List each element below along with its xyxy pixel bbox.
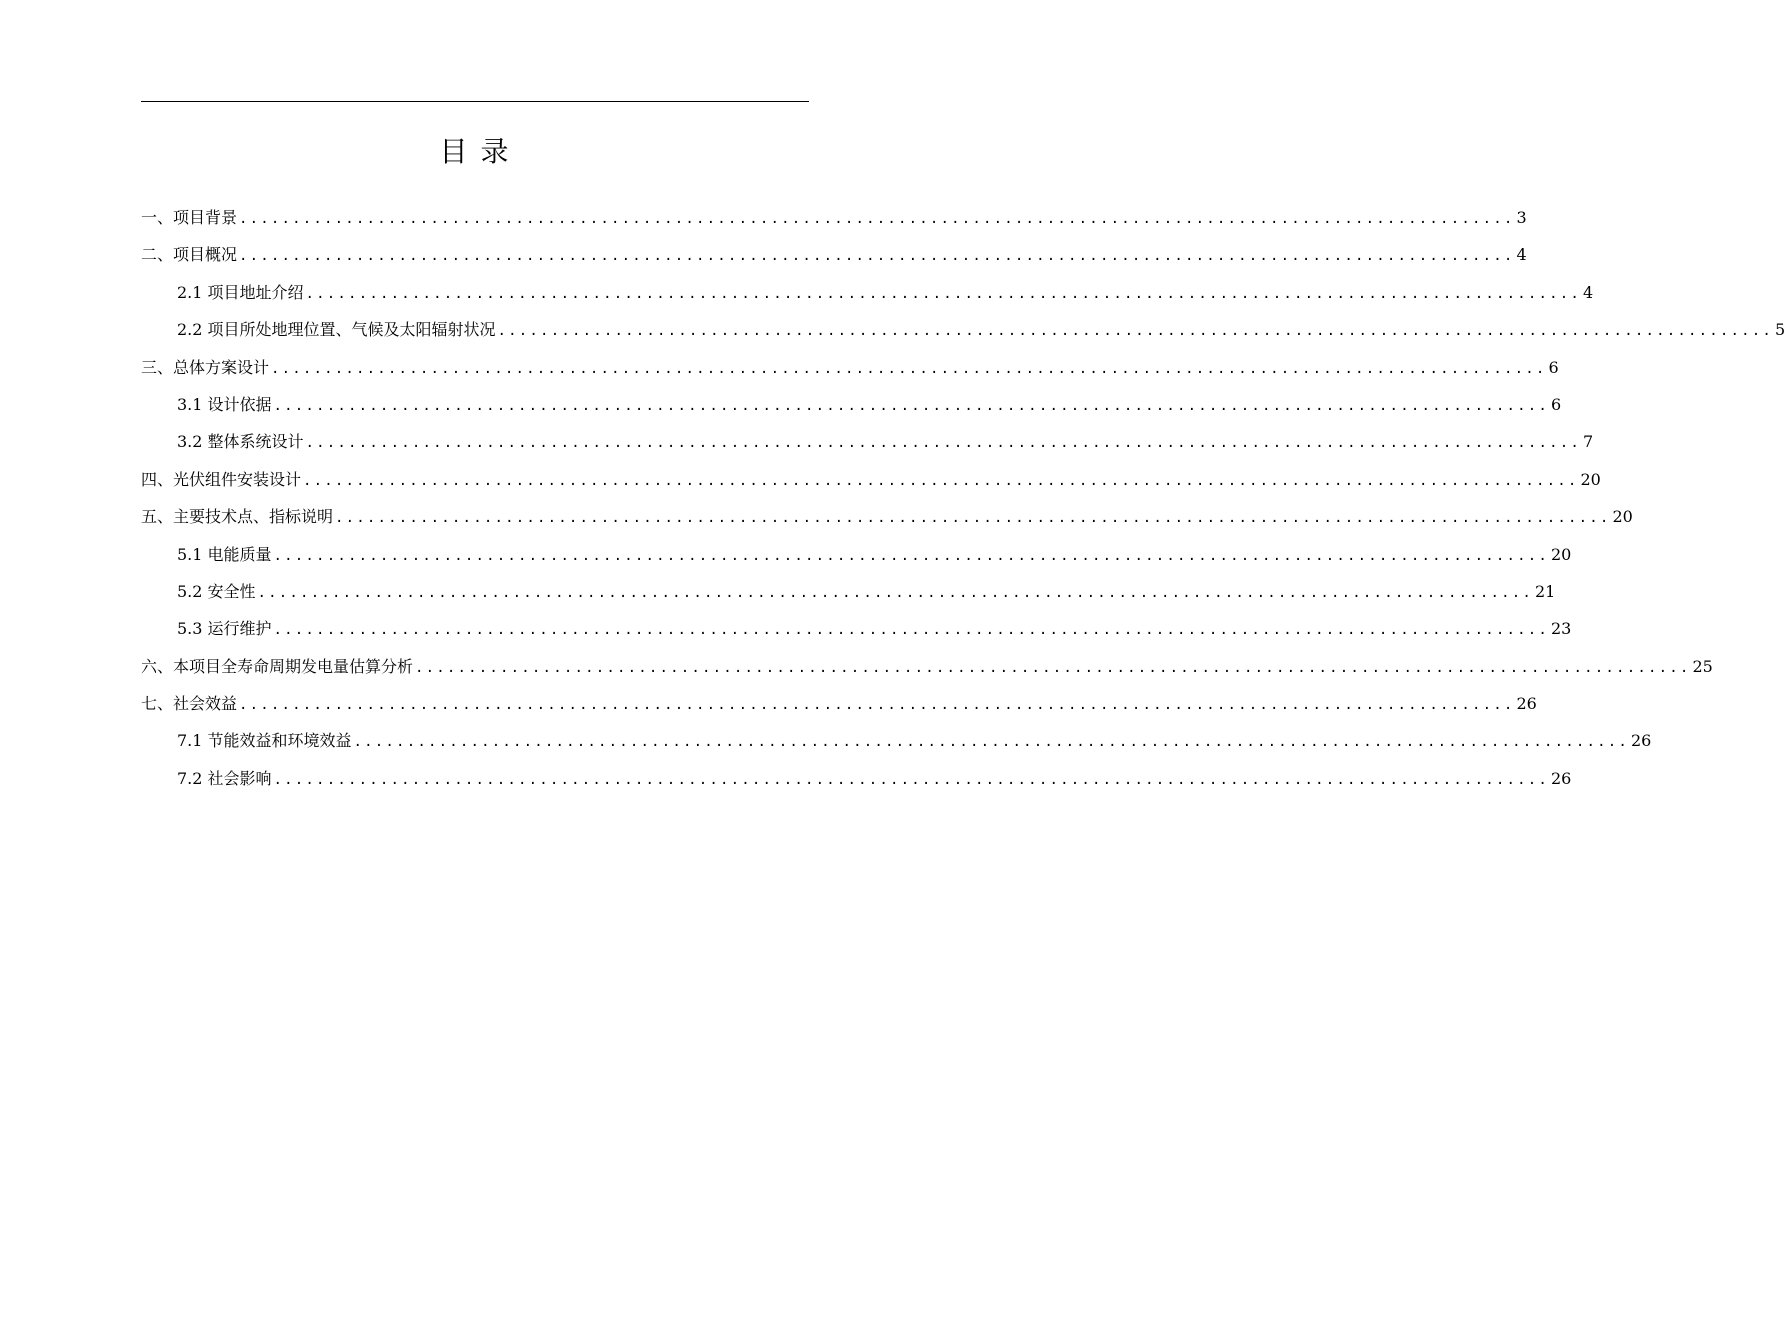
toc-dot-leader: ........................................................................................................................: [305, 285, 1581, 302]
toc-entry-page-number: 7: [1583, 432, 1594, 452]
toc-dot-leader: ........................................................................................................................: [257, 584, 1533, 601]
toc-entry[interactable]: [141, 536, 1572, 573]
toc-entry-page-number: 25: [1692, 656, 1713, 676]
toc-entry-label: 五、主要技术点、指标说明: [141, 507, 334, 527]
header-rule: [141, 101, 809, 102]
toc-entry-label: 2.1 项目地址介绍: [177, 282, 304, 302]
toc-dot-leader: ........................................................................................................................: [239, 697, 1515, 714]
toc-dot-leader: ........................................................................................................................: [415, 659, 1691, 676]
toc-dot-leader: ........................................................................................................................: [273, 547, 1549, 564]
toc-entry-page-number: 26: [1631, 731, 1652, 751]
toc-entry[interactable]: [141, 274, 1594, 311]
toc-dot-leader: ........................................................................................................................: [239, 211, 1515, 227]
toc-dot-leader: ........................................................................................................................: [353, 734, 1629, 751]
toc-entry-label: 七、社会效益: [141, 694, 238, 714]
toc-entry-page-number: 26: [1516, 694, 1537, 714]
toc-dot-leader: ........................................................................................................................: [273, 771, 1549, 788]
toc-entry-page-number: 20: [1612, 507, 1633, 527]
toc-entry-label: 7.2 社会影响: [177, 768, 272, 788]
toc-dot-leader: ........................................................................................................................: [273, 397, 1549, 414]
toc-entry[interactable]: [141, 236, 1527, 273]
table-of-contents: [141, 199, 1785, 797]
toc-entry-page-number: 20: [1551, 544, 1572, 564]
toc-dot-leader: ........................................................................................................................: [239, 248, 1515, 265]
toc-entry[interactable]: [141, 498, 1633, 535]
toc-entry-label: 四、光伏组件安装设计: [141, 469, 302, 489]
toc-entry[interactable]: [141, 199, 1527, 236]
toc-entry-label: 3.2 整体系统设计: [177, 432, 304, 452]
toc-dot-leader: ........................................................................................................................: [303, 472, 1579, 489]
toc-entry-page-number: 6: [1551, 394, 1562, 414]
toc-entry-label: 7.1 节能效益和环境效益: [177, 731, 352, 751]
page-title: 目 录: [439, 135, 511, 168]
toc-dot-leader: ........................................................................................................................: [305, 435, 1581, 452]
toc-entry-label: 5.2 安全性: [177, 581, 256, 601]
toc-entry[interactable]: [141, 461, 1601, 498]
toc-dot-leader: ........................................................................................................................: [271, 360, 1547, 377]
toc-entry-page-number: 4: [1583, 282, 1594, 302]
toc-dot-leader: ........................................................................................................................: [273, 622, 1549, 639]
toc-entry[interactable]: [141, 349, 1559, 386]
toc-entry-page-number: 23: [1551, 619, 1572, 639]
toc-entry-label: 5.3 运行维护: [177, 619, 272, 639]
toc-entry-page-number: 3: [1516, 208, 1527, 227]
toc-entry-label: 六、本项目全寿命周期发电量估算分析: [141, 656, 414, 676]
toc-entry-label: 一、项目背景: [141, 208, 238, 227]
toc-entry-label: 二、项目概况: [141, 245, 238, 265]
toc-entry[interactable]: [141, 386, 1562, 423]
toc-entry-page-number: 26: [1551, 768, 1572, 788]
toc-entry[interactable]: [141, 722, 1652, 759]
toc-entry[interactable]: [141, 311, 1785, 348]
toc-entry[interactable]: [141, 760, 1572, 797]
toc-entry-page-number: 6: [1548, 357, 1559, 377]
toc-entry-label: 2.2 项目所处地理位置、气候及太阳辐射状况: [177, 320, 496, 340]
toc-entry-label: 3.1 设计依据: [177, 394, 272, 414]
toc-dot-leader: ........................................................................................................................: [335, 510, 1611, 527]
toc-entry[interactable]: [141, 648, 1713, 685]
toc-dot-leader: ........................................................................................................................: [497, 323, 1773, 340]
toc-entry-page-number: 5: [1775, 320, 1785, 340]
toc-entry-page-number: 21: [1535, 581, 1556, 601]
toc-entry-label: 5.1 电能质量: [177, 544, 272, 564]
toc-entry[interactable]: [141, 685, 1537, 722]
toc-entry[interactable]: [141, 610, 1572, 647]
toc-entry[interactable]: [141, 573, 1556, 610]
toc-entry-page-number: 20: [1580, 469, 1601, 489]
toc-entry-label: 三、总体方案设计: [141, 357, 270, 377]
toc-entry[interactable]: [141, 423, 1594, 460]
toc-entry-page-number: 4: [1516, 245, 1527, 265]
